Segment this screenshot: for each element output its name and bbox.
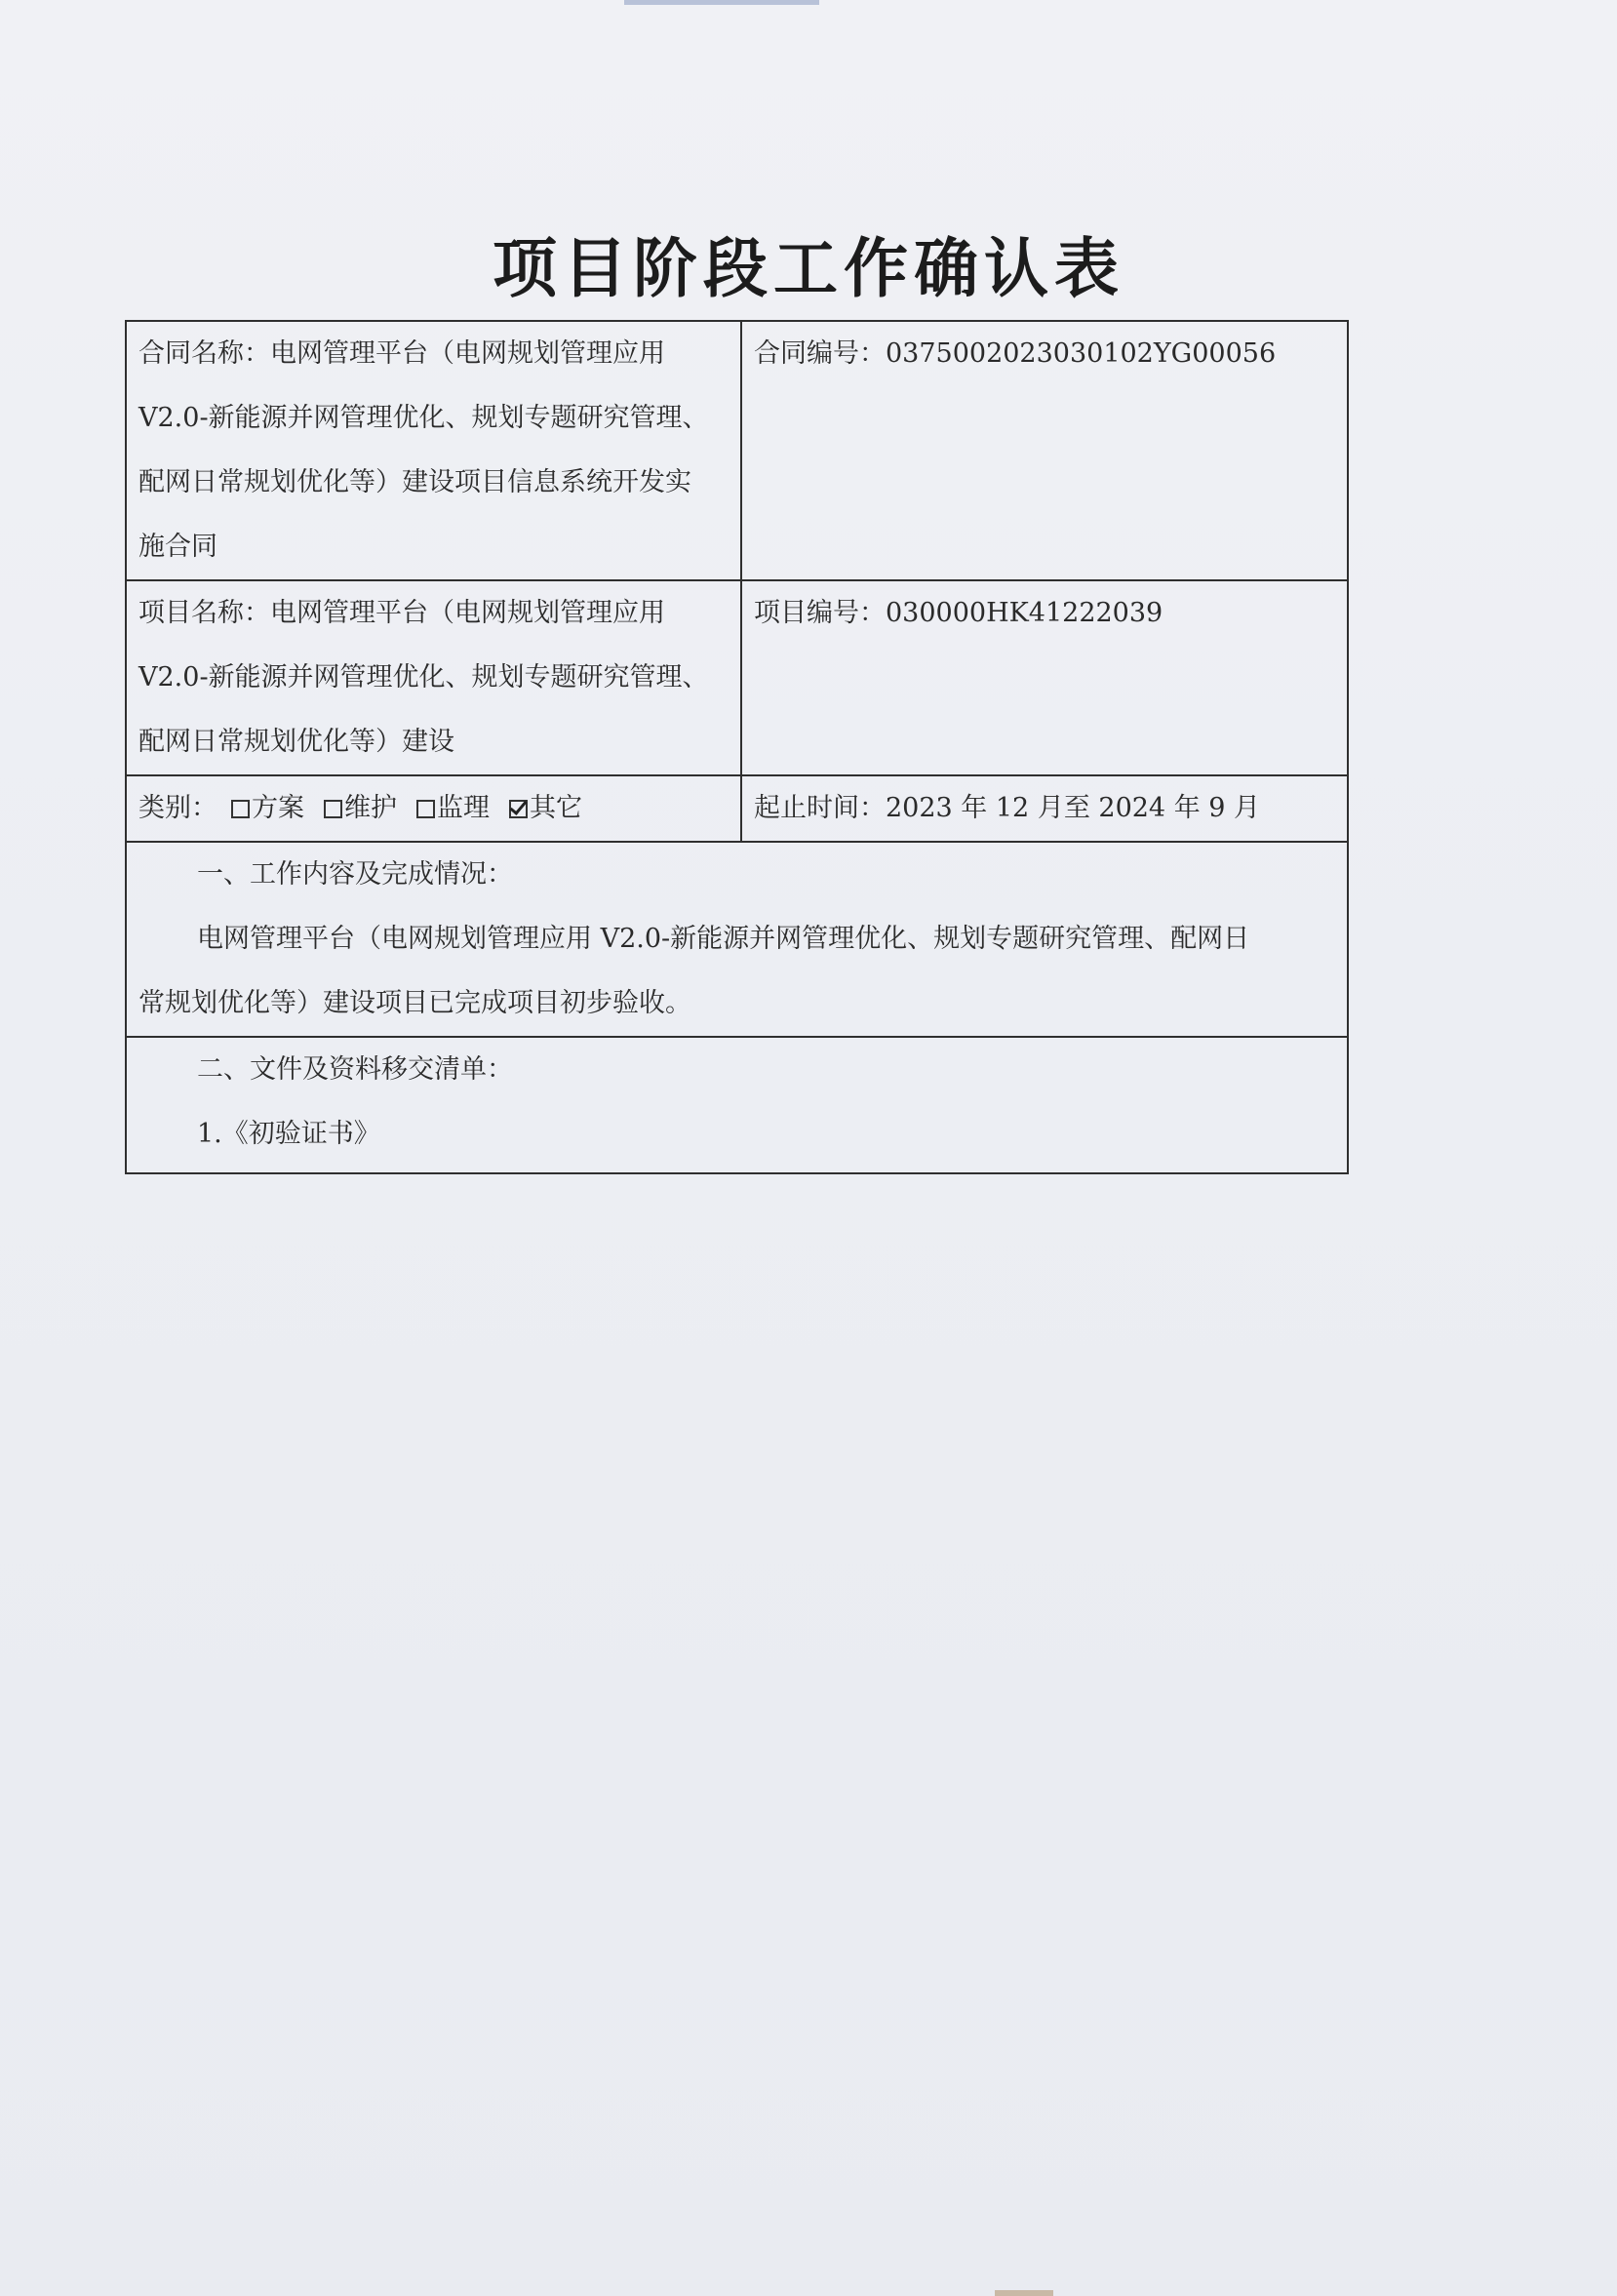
contract-row xyxy=(126,321,1348,580)
contract-name-line: 合同名称：电网管理平台（电网规划管理应用 xyxy=(138,338,665,369)
scan-edge-mark xyxy=(624,0,819,5)
project-name-line: V2.0-新能源并网管理优化、规划专题研究管理、 xyxy=(138,662,709,693)
category-row xyxy=(126,775,1348,842)
confirmation-form-table xyxy=(125,320,1349,1174)
work-description-line: 电网管理平台（电网规划管理应用 V2.0-新能源并网管理优化、规划专题研究管理、配网日 xyxy=(197,924,1250,954)
contract-number: 合同编号：0375002023030102YG00056 xyxy=(754,338,1277,369)
contract-name-line: 施合同 xyxy=(138,532,217,562)
option-label: 维护 xyxy=(344,793,397,823)
checkbox-scheme[interactable] xyxy=(231,800,250,818)
contract-number-cell xyxy=(741,321,1348,580)
project-name-line: 配网日常规划优化等）建设 xyxy=(138,727,454,757)
project-row xyxy=(126,580,1348,775)
period-cell xyxy=(741,775,1348,842)
option-label: 监理 xyxy=(437,793,490,823)
document-title: 项目阶段工作确认表 xyxy=(493,231,1124,306)
period-text: 起止时间：2023 年 12 月至 2024 年 9 月 xyxy=(754,793,1261,823)
project-name-line: 项目名称：电网管理平台（电网规划管理应用 xyxy=(138,598,665,628)
work-cell xyxy=(126,842,1348,1037)
option-label: 其它 xyxy=(530,793,582,823)
contract-name-cell xyxy=(126,321,741,580)
contract-name-line: 配网日常规划优化等）建设项目信息系统开发实 xyxy=(138,467,691,497)
checkbox-supervision[interactable] xyxy=(416,800,435,818)
project-name-cell xyxy=(126,580,741,775)
checkbox-other[interactable] xyxy=(509,800,528,818)
project-number-cell xyxy=(741,580,1348,775)
work-row xyxy=(126,842,1348,1037)
work-description-line: 常规划优化等）建设项目已完成项目初步验收。 xyxy=(138,988,691,1018)
work-heading: 一、工作内容及完成情况： xyxy=(197,859,513,890)
files-cell xyxy=(126,1037,1348,1173)
checkbox-maintenance[interactable] xyxy=(324,800,342,818)
contract-name-line: V2.0-新能源并网管理优化、规划专题研究管理、 xyxy=(138,403,709,433)
file-list-item: 1.《初验证书》 xyxy=(197,1119,380,1149)
files-row xyxy=(126,1037,1348,1173)
files-heading: 二、文件及资料移交清单： xyxy=(197,1054,513,1085)
category-label: 类别： xyxy=(138,793,217,823)
project-number: 项目编号：030000HK41222039 xyxy=(754,598,1163,628)
category-cell xyxy=(126,775,741,842)
option-label: 方案 xyxy=(252,793,304,823)
scan-edge-mark xyxy=(995,2290,1053,2296)
